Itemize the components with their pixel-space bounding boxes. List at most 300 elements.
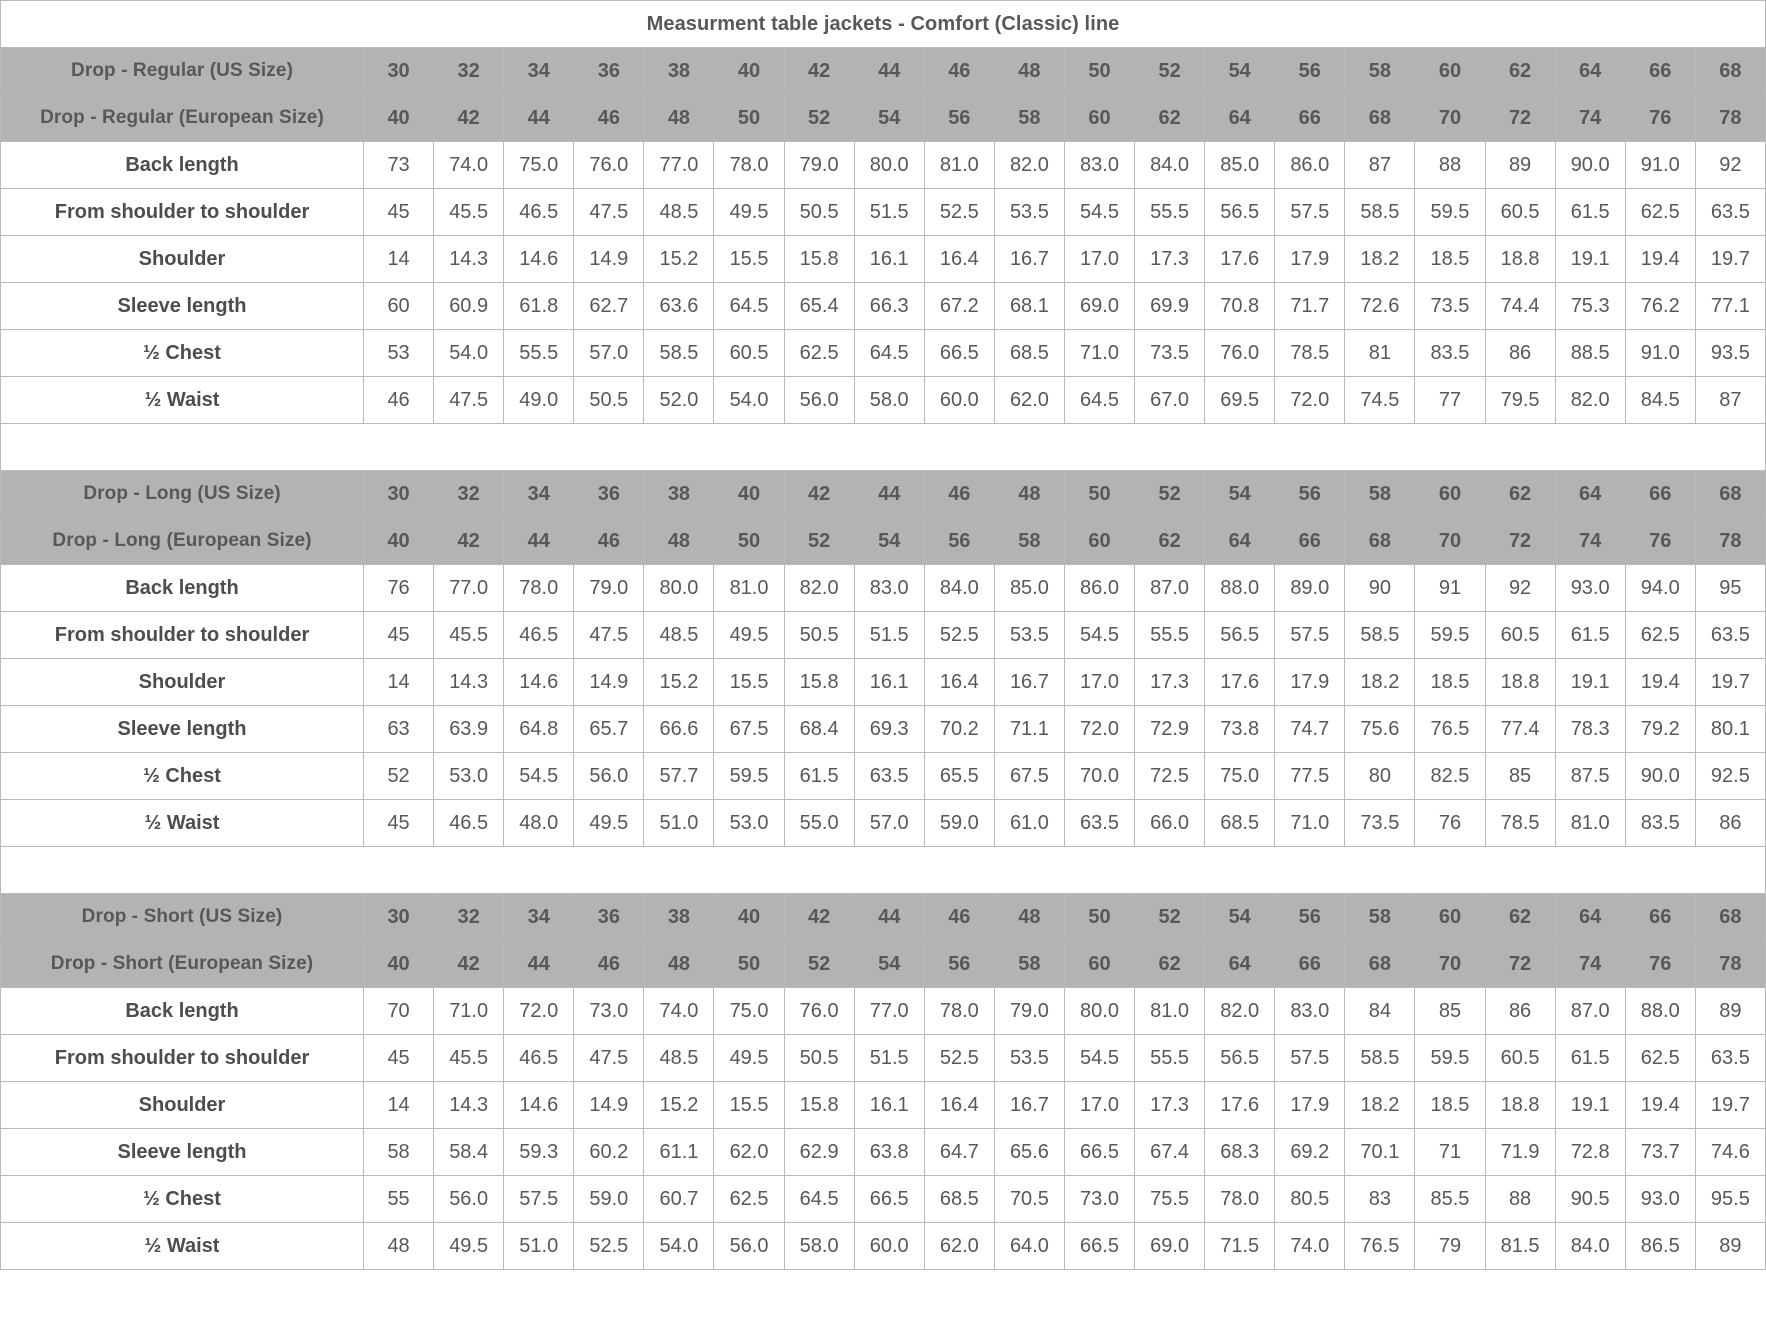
size-header-eu: 46	[574, 518, 644, 565]
size-header-eu: 58	[994, 518, 1064, 565]
measurement-value: 45	[364, 800, 434, 847]
measurement-label: Sleeve length	[1, 283, 364, 330]
table-title-row	[1, 1, 1766, 48]
measurement-value: 71.5	[1205, 1223, 1275, 1270]
measurement-value: 77.5	[1275, 753, 1345, 800]
measurement-value: 59.0	[924, 800, 994, 847]
measurement-value: 60.0	[924, 377, 994, 424]
measurement-value: 17.6	[1205, 1082, 1275, 1129]
size-header-eu: 70	[1415, 518, 1485, 565]
measurement-value: 14	[364, 1082, 434, 1129]
size-header-eu: 62	[1135, 941, 1205, 988]
measurement-value: 49.5	[714, 612, 784, 659]
measurement-value: 81	[1345, 330, 1415, 377]
table-row	[1, 659, 1766, 706]
measurement-value: 80.0	[1064, 988, 1134, 1035]
measurement-value: 64.8	[504, 706, 574, 753]
measurement-value: 61.5	[1555, 189, 1625, 236]
section-label-eu: Drop - Short (European Size)	[1, 941, 364, 988]
measurement-value: 75.0	[1205, 753, 1275, 800]
section-label-eu: Drop - Long (European Size)	[1, 518, 364, 565]
measurement-label: ½ Chest	[1, 330, 364, 377]
measurement-value: 80.0	[854, 142, 924, 189]
measurement-value: 84.0	[1555, 1223, 1625, 1270]
measurement-value: 58.4	[434, 1129, 504, 1176]
measurement-value: 74.4	[1485, 283, 1555, 330]
measurement-value: 75.0	[714, 988, 784, 1035]
size-header-eu: 74	[1555, 941, 1625, 988]
measurement-label: From shoulder to shoulder	[1, 189, 364, 236]
size-header-eu: 78	[1695, 941, 1765, 988]
size-header-eu: 42	[434, 518, 504, 565]
measurement-value: 83.0	[854, 565, 924, 612]
measurement-value: 57.5	[1275, 612, 1345, 659]
measurement-value: 79.5	[1485, 377, 1555, 424]
measurement-value: 69.9	[1135, 283, 1205, 330]
measurement-value: 14.6	[504, 1082, 574, 1129]
measurement-value: 70.0	[1064, 753, 1134, 800]
measurement-value: 71.1	[994, 706, 1064, 753]
measurement-value: 75.0	[504, 142, 574, 189]
size-header-eu: 76	[1625, 95, 1695, 142]
measurement-value: 64.0	[994, 1223, 1064, 1270]
measurement-value: 68.5	[924, 1176, 994, 1223]
measurement-value: 88	[1485, 1176, 1555, 1223]
measurement-value: 14.6	[504, 659, 574, 706]
measurement-value: 79	[1415, 1223, 1485, 1270]
measurement-value: 45	[364, 612, 434, 659]
measurement-value: 58.5	[644, 330, 714, 377]
measurement-value: 14.9	[574, 659, 644, 706]
size-header-eu: 48	[644, 518, 714, 565]
measurement-value: 67.2	[924, 283, 994, 330]
size-header-us: 58	[1345, 48, 1415, 95]
measurement-value: 69.2	[1275, 1129, 1345, 1176]
measurement-value: 16.7	[994, 1082, 1064, 1129]
size-header-eu: 52	[784, 518, 854, 565]
measurement-value: 80.1	[1695, 706, 1765, 753]
measurement-value: 73.5	[1135, 330, 1205, 377]
measurement-value: 54.0	[714, 377, 784, 424]
size-header-eu: 72	[1485, 941, 1555, 988]
measurement-value: 60.5	[714, 330, 784, 377]
table-row	[1, 377, 1766, 424]
measurement-value: 73.8	[1205, 706, 1275, 753]
measurement-value: 78.0	[714, 142, 784, 189]
measurement-value: 17.3	[1135, 659, 1205, 706]
measurement-value: 16.4	[924, 659, 994, 706]
size-header-us: 68	[1695, 894, 1765, 941]
measurement-value: 82.5	[1415, 753, 1485, 800]
measurement-value: 52	[364, 753, 434, 800]
measurement-value: 18.8	[1485, 1082, 1555, 1129]
measurement-value: 16.1	[854, 236, 924, 283]
size-header-us: 50	[1064, 48, 1134, 95]
measurement-label: Sleeve length	[1, 1129, 364, 1176]
measurement-value: 76	[364, 565, 434, 612]
measurement-value: 70.8	[1205, 283, 1275, 330]
measurement-label: From shoulder to shoulder	[1, 1035, 364, 1082]
measurement-value: 14.6	[504, 236, 574, 283]
measurement-value: 17.9	[1275, 1082, 1345, 1129]
measurement-value: 66.6	[644, 706, 714, 753]
size-header-us: 48	[994, 48, 1064, 95]
measurement-value: 65.7	[574, 706, 644, 753]
measurement-value: 87.5	[1555, 753, 1625, 800]
section-label-us: Drop - Short (US Size)	[1, 894, 364, 941]
measurement-value: 86	[1485, 330, 1555, 377]
measurement-value: 77.1	[1695, 283, 1765, 330]
measurement-value: 87.0	[1555, 988, 1625, 1035]
measurement-value: 53.0	[434, 753, 504, 800]
measurement-value: 88.5	[1555, 330, 1625, 377]
section-label-eu: Drop - Regular (European Size)	[1, 95, 364, 142]
measurement-value: 62.5	[1625, 1035, 1695, 1082]
measurement-value: 88.0	[1205, 565, 1275, 612]
size-header-eu: 64	[1205, 518, 1275, 565]
size-header-eu: 50	[714, 95, 784, 142]
measurement-value: 86.5	[1625, 1223, 1695, 1270]
size-header-us: 54	[1205, 48, 1275, 95]
size-header-us: 62	[1485, 471, 1555, 518]
section-header-us	[1, 471, 1766, 518]
measurement-value: 51.0	[644, 800, 714, 847]
measurement-value: 73	[364, 142, 434, 189]
measurement-value: 75.6	[1345, 706, 1415, 753]
size-header-us: 38	[644, 471, 714, 518]
measurement-label: ½ Chest	[1, 1176, 364, 1223]
measurement-value: 56.0	[784, 377, 854, 424]
size-header-us: 60	[1415, 48, 1485, 95]
measurement-value: 58.5	[1345, 189, 1415, 236]
measurement-value: 68.1	[994, 283, 1064, 330]
measurement-value: 50.5	[574, 377, 644, 424]
section-label-us: Drop - Long (US Size)	[1, 471, 364, 518]
size-header-eu: 66	[1275, 95, 1345, 142]
size-header-us: 34	[504, 894, 574, 941]
measurement-value: 73.5	[1345, 800, 1415, 847]
measurement-value: 84.0	[1135, 142, 1205, 189]
measurement-value: 74.0	[1275, 1223, 1345, 1270]
size-header-eu: 48	[644, 941, 714, 988]
measurement-value: 54.5	[1064, 189, 1134, 236]
measurement-value: 68.5	[994, 330, 1064, 377]
measurement-value: 46.5	[504, 1035, 574, 1082]
measurement-value: 74.0	[644, 988, 714, 1035]
size-header-eu: 70	[1415, 941, 1485, 988]
size-header-us: 36	[574, 471, 644, 518]
measurement-value: 90.5	[1555, 1176, 1625, 1223]
table-row	[1, 142, 1766, 189]
measurement-value: 19.1	[1555, 236, 1625, 283]
size-header-us: 60	[1415, 894, 1485, 941]
measurement-value: 56.5	[1205, 1035, 1275, 1082]
measurement-value: 18.2	[1345, 1082, 1415, 1129]
size-header-us: 44	[854, 894, 924, 941]
size-header-eu: 40	[364, 95, 434, 142]
measurement-value: 59.5	[1415, 612, 1485, 659]
size-header-eu: 42	[434, 941, 504, 988]
measurement-value: 86.0	[1275, 142, 1345, 189]
size-header-us: 36	[574, 48, 644, 95]
measurement-value: 15.8	[784, 236, 854, 283]
measurement-value: 91.0	[1625, 142, 1695, 189]
measurement-value: 16.7	[994, 659, 1064, 706]
measurement-value: 69.5	[1205, 377, 1275, 424]
measurement-value: 70.5	[994, 1176, 1064, 1223]
measurement-label: From shoulder to shoulder	[1, 612, 364, 659]
measurement-value: 58	[364, 1129, 434, 1176]
size-header-eu: 50	[714, 941, 784, 988]
measurement-label: Shoulder	[1, 1082, 364, 1129]
measurement-value: 59.0	[574, 1176, 644, 1223]
measurement-value: 16.4	[924, 1082, 994, 1129]
size-header-us: 34	[504, 471, 574, 518]
table-row	[1, 800, 1766, 847]
table-row	[1, 565, 1766, 612]
measurement-value: 63.5	[1064, 800, 1134, 847]
size-header-us: 32	[434, 48, 504, 95]
size-header-us: 40	[714, 48, 784, 95]
measurement-value: 82.0	[1555, 377, 1625, 424]
measurement-value: 14.3	[434, 659, 504, 706]
size-header-us: 46	[924, 894, 994, 941]
size-header-us: 38	[644, 48, 714, 95]
size-header-eu: 60	[1064, 95, 1134, 142]
size-header-eu: 52	[784, 95, 854, 142]
size-header-eu: 76	[1625, 518, 1695, 565]
measurement-value: 71.0	[1064, 330, 1134, 377]
section-label-us: Drop - Regular (US Size)	[1, 48, 364, 95]
section-header-eu	[1, 95, 1766, 142]
measurement-value: 66.0	[1135, 800, 1205, 847]
size-header-us: 54	[1205, 471, 1275, 518]
size-header-eu: 78	[1695, 518, 1765, 565]
size-header-us: 42	[784, 48, 854, 95]
measurement-value: 61.5	[784, 753, 854, 800]
measurement-value: 62.0	[994, 377, 1064, 424]
size-header-us: 62	[1485, 894, 1555, 941]
size-header-us: 40	[714, 894, 784, 941]
measurement-value: 79.0	[574, 565, 644, 612]
measurement-value: 57.5	[1275, 1035, 1345, 1082]
section-header-eu	[1, 941, 1766, 988]
size-header-eu: 68	[1345, 941, 1415, 988]
measurement-value: 61.5	[1555, 612, 1625, 659]
size-header-eu: 68	[1345, 518, 1415, 565]
measurement-value: 49.5	[714, 1035, 784, 1082]
measurement-value: 66.5	[854, 1176, 924, 1223]
measurement-value: 61.5	[1555, 1035, 1625, 1082]
measurement-value: 48.5	[644, 1035, 714, 1082]
measurement-value: 53	[364, 330, 434, 377]
size-header-eu: 60	[1064, 518, 1134, 565]
measurement-value: 71.9	[1485, 1129, 1555, 1176]
measurement-value: 95	[1695, 565, 1765, 612]
size-header-us: 62	[1485, 48, 1555, 95]
measurement-value: 52.5	[924, 189, 994, 236]
measurement-value: 88	[1415, 142, 1485, 189]
measurement-value: 47.5	[574, 612, 644, 659]
measurement-value: 63.5	[1695, 189, 1765, 236]
measurement-value: 69.0	[1064, 283, 1134, 330]
measurement-value: 57.7	[644, 753, 714, 800]
measurement-value: 19.7	[1695, 659, 1765, 706]
measurement-value: 89.0	[1275, 565, 1345, 612]
table-row	[1, 706, 1766, 753]
measurement-value: 18.5	[1415, 1082, 1485, 1129]
table-row	[1, 612, 1766, 659]
measurement-value: 81.5	[1485, 1223, 1555, 1270]
measurement-value: 14.9	[574, 236, 644, 283]
measurement-value: 77	[1415, 377, 1485, 424]
measurement-value: 76.5	[1345, 1223, 1415, 1270]
measurement-value: 60.7	[644, 1176, 714, 1223]
measurement-value: 16.1	[854, 1082, 924, 1129]
measurement-value: 87	[1345, 142, 1415, 189]
measurement-value: 83	[1345, 1176, 1415, 1223]
measurement-value: 62.5	[1625, 189, 1695, 236]
measurement-value: 68.3	[1205, 1129, 1275, 1176]
measurement-value: 56.5	[1205, 612, 1275, 659]
measurement-value: 91	[1415, 565, 1485, 612]
measurement-value: 66.3	[854, 283, 924, 330]
measurement-value: 48.5	[644, 189, 714, 236]
measurement-value: 53.5	[994, 612, 1064, 659]
measurement-value: 70.2	[924, 706, 994, 753]
size-header-eu: 70	[1415, 95, 1485, 142]
measurement-value: 17.6	[1205, 659, 1275, 706]
measurement-value: 90	[1345, 565, 1415, 612]
measurement-value: 76.0	[574, 142, 644, 189]
measurement-value: 18.2	[1345, 236, 1415, 283]
measurement-value: 17.3	[1135, 1082, 1205, 1129]
measurement-value: 48.0	[504, 800, 574, 847]
measurement-value: 18.8	[1485, 659, 1555, 706]
size-header-eu: 44	[504, 941, 574, 988]
measurement-value: 69.0	[1135, 1223, 1205, 1270]
measurement-value: 57.0	[574, 330, 644, 377]
measurement-value: 85.0	[994, 565, 1064, 612]
measurement-value: 63.8	[854, 1129, 924, 1176]
size-header-us: 44	[854, 48, 924, 95]
measurement-value: 63.6	[644, 283, 714, 330]
measurement-value: 52.5	[924, 612, 994, 659]
section-header-us	[1, 48, 1766, 95]
measurement-value: 58.0	[854, 377, 924, 424]
size-header-eu: 76	[1625, 941, 1695, 988]
measurement-value: 15.8	[784, 659, 854, 706]
size-header-us: 44	[854, 471, 924, 518]
size-header-eu: 62	[1135, 518, 1205, 565]
size-header-eu: 60	[1064, 941, 1134, 988]
measurement-value: 17.9	[1275, 236, 1345, 283]
measurement-value: 53.5	[994, 1035, 1064, 1082]
size-header-eu: 58	[994, 941, 1064, 988]
measurement-value: 19.4	[1625, 1082, 1695, 1129]
measurement-value: 65.6	[994, 1129, 1064, 1176]
measurement-value: 15.5	[714, 659, 784, 706]
table-row	[1, 330, 1766, 377]
measurement-value: 68.4	[784, 706, 854, 753]
size-header-us: 54	[1205, 894, 1275, 941]
measurement-value: 77.4	[1485, 706, 1555, 753]
measurement-value: 95.5	[1695, 1176, 1765, 1223]
page-title: Measurment table jackets - Comfort (Classic) line	[1, 1, 1766, 48]
measurement-value: 93.0	[1555, 565, 1625, 612]
measurement-value: 49.0	[504, 377, 574, 424]
measurement-value: 62.5	[784, 330, 854, 377]
measurement-value: 67.5	[714, 706, 784, 753]
measurement-value: 72.6	[1345, 283, 1415, 330]
measurement-value: 19.4	[1625, 659, 1695, 706]
measurement-value: 15.5	[714, 236, 784, 283]
measurement-value: 84.0	[924, 565, 994, 612]
size-header-us: 60	[1415, 471, 1485, 518]
measurement-value: 56.5	[1205, 189, 1275, 236]
measurement-label: ½ Chest	[1, 753, 364, 800]
measurement-value: 17.0	[1064, 659, 1134, 706]
measurement-value: 59.3	[504, 1129, 574, 1176]
size-header-us: 42	[784, 471, 854, 518]
size-header-eu: 72	[1485, 518, 1555, 565]
measurement-value: 67.5	[994, 753, 1064, 800]
measurement-value: 52.0	[644, 377, 714, 424]
size-header-eu: 56	[924, 941, 994, 988]
measurement-value: 90.0	[1625, 753, 1695, 800]
measurement-value: 55.5	[1135, 612, 1205, 659]
size-header-eu: 64	[1205, 95, 1275, 142]
size-header-eu: 48	[644, 95, 714, 142]
measurement-value: 76.0	[1205, 330, 1275, 377]
measurement-label: ½ Waist	[1, 800, 364, 847]
spacer-cell	[1, 847, 1766, 894]
measurement-value: 55.5	[1135, 189, 1205, 236]
measurement-value: 90.0	[1555, 142, 1625, 189]
measurement-value: 47.5	[434, 377, 504, 424]
size-header-eu: 72	[1485, 95, 1555, 142]
measurement-value: 17.9	[1275, 659, 1345, 706]
measurement-value: 16.1	[854, 659, 924, 706]
measurement-value: 71	[1415, 1129, 1485, 1176]
size-header-us: 30	[364, 48, 434, 95]
measurement-value: 83.0	[1064, 142, 1134, 189]
measurement-value: 15.5	[714, 1082, 784, 1129]
measurement-label: ½ Waist	[1, 1223, 364, 1270]
measurement-value: 48	[364, 1223, 434, 1270]
measurement-value: 93.5	[1695, 330, 1765, 377]
measurement-value: 63.9	[434, 706, 504, 753]
measurement-value: 72.5	[1135, 753, 1205, 800]
measurement-value: 78.0	[1205, 1176, 1275, 1223]
table-row	[1, 1129, 1766, 1176]
measurement-value: 61.0	[994, 800, 1064, 847]
measurement-value: 60.9	[434, 283, 504, 330]
measurement-value: 19.7	[1695, 1082, 1765, 1129]
size-header-eu: 40	[364, 518, 434, 565]
measurement-value: 15.2	[644, 1082, 714, 1129]
size-header-eu: 66	[1275, 941, 1345, 988]
measurement-value: 18.5	[1415, 236, 1485, 283]
size-header-eu: 54	[854, 518, 924, 565]
measurement-value: 57.5	[504, 1176, 574, 1223]
measurement-value: 89	[1695, 988, 1765, 1035]
measurement-value: 45	[364, 1035, 434, 1082]
size-header-eu: 46	[574, 941, 644, 988]
measurement-value: 85	[1415, 988, 1485, 1035]
measurement-value: 48.5	[644, 612, 714, 659]
measurement-value: 78.0	[924, 988, 994, 1035]
